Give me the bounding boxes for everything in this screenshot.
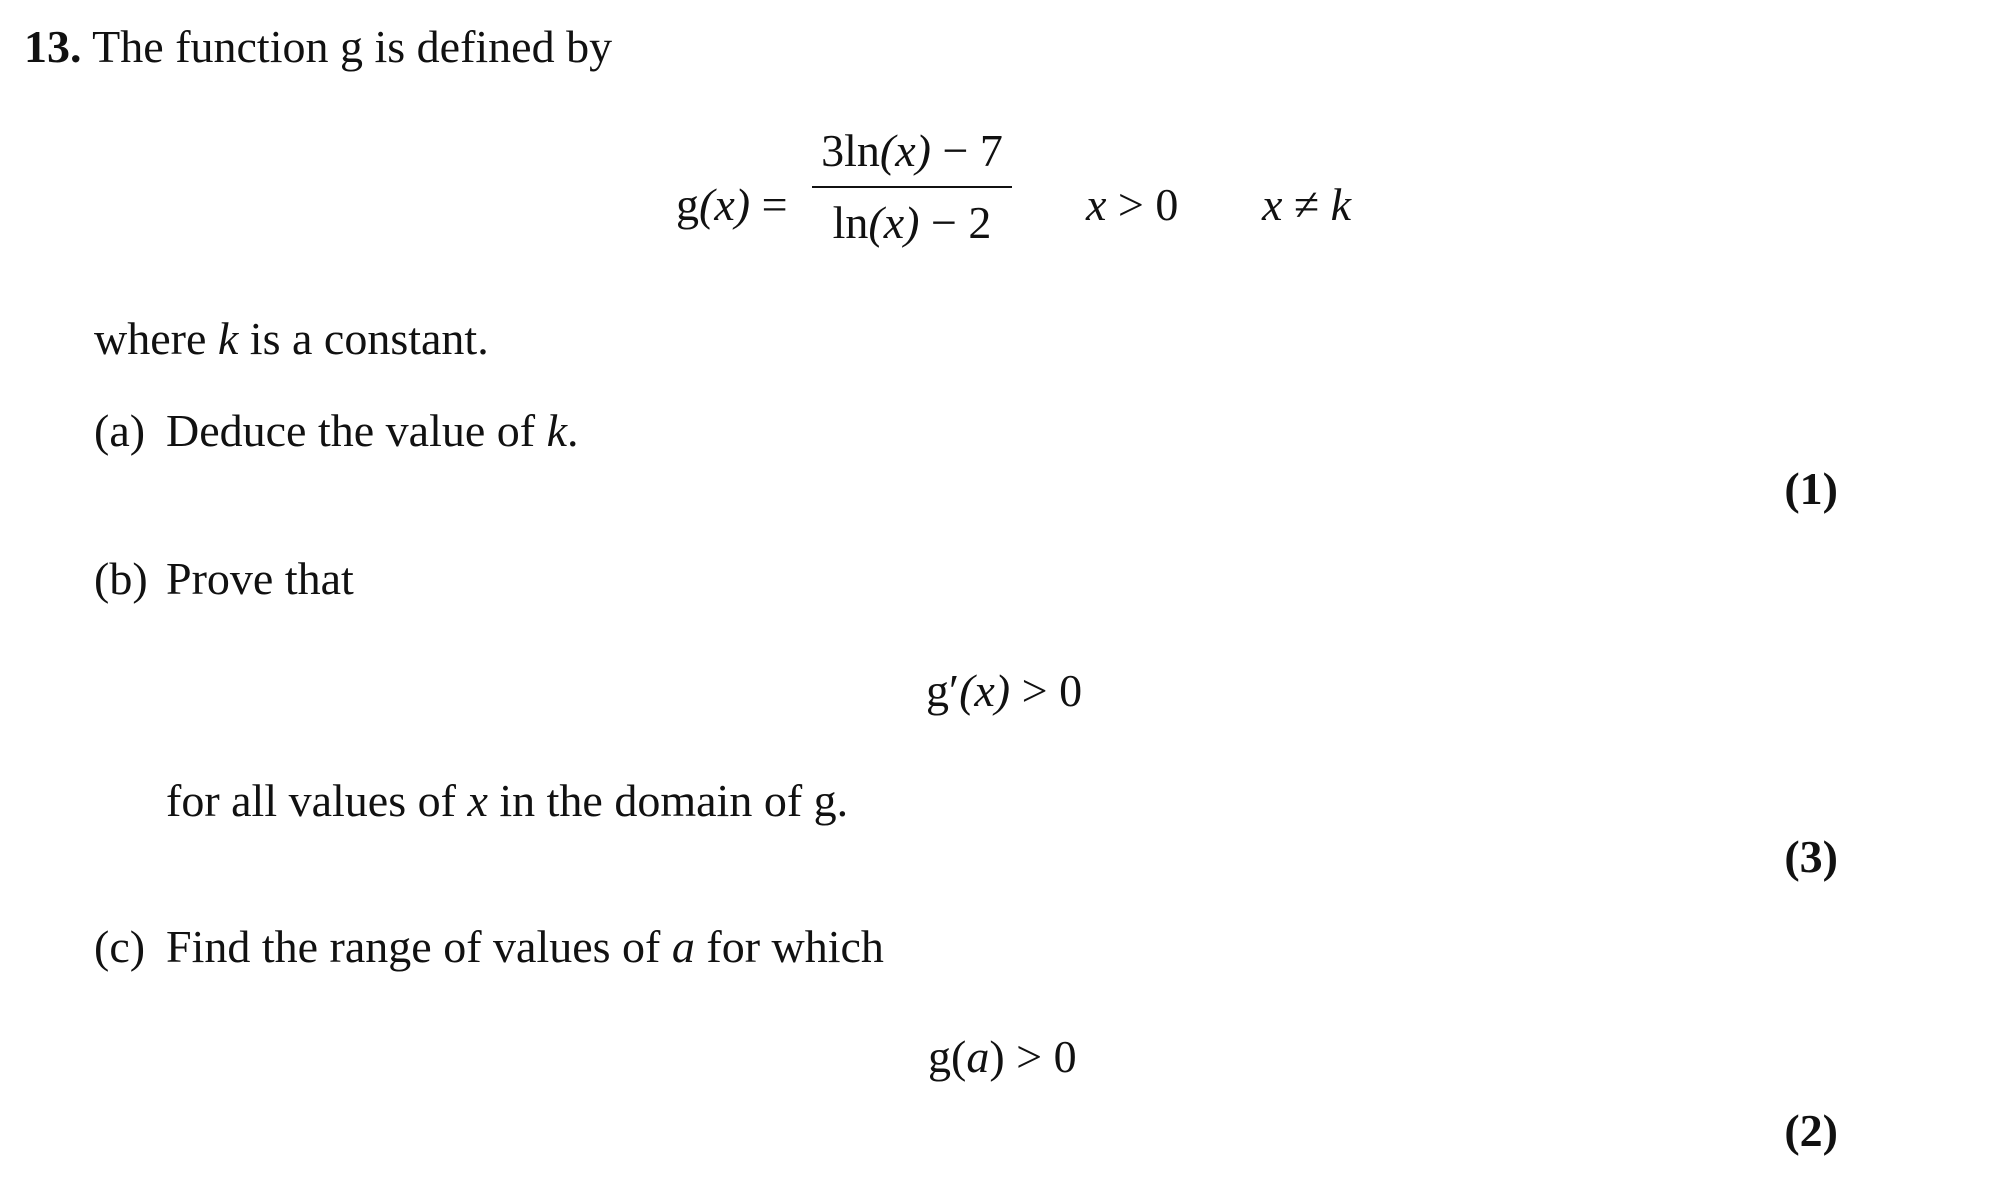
fraction-denominator: ln(x) − 2 [832,197,992,248]
part-b-label: (b) [94,553,148,604]
part-c-expression: g(a) > 0 [928,1031,1077,1082]
part-c-label: (c) [94,921,146,972]
function-arg: (x) [699,179,751,230]
part-b-marks: (3) [1784,831,1838,882]
part-a-text: Deduce the value of k. [166,405,579,456]
fraction-bar [812,186,1012,188]
function-lhs [676,178,788,231]
function-name: g [676,179,699,230]
part-a-label: (a) [94,405,146,456]
exclusion-condition: x ≠ k [1262,179,1352,230]
fraction-numerator: 3ln(x) − 7 [821,125,1003,176]
equals-sign: = [761,179,788,230]
part-a-marks: (1) [1784,463,1838,514]
function-fraction [812,125,1012,248]
part-b-expression: g′(x) > 0 [926,665,1083,716]
part-c-marks: (2) [1784,1105,1838,1156]
part-c-text: Find the range of values of a for which [166,921,884,972]
question-number: 13. [24,21,82,72]
question-header [24,21,613,72]
part-b-text: Prove that [166,553,354,604]
part-b-domain-text: for all values of x in the domain of g. [166,775,849,826]
question-intro: The function g is defined by [92,21,613,72]
constant-note: where k is a constant. [94,313,489,364]
domain-condition: x > 0 [1086,179,1179,230]
